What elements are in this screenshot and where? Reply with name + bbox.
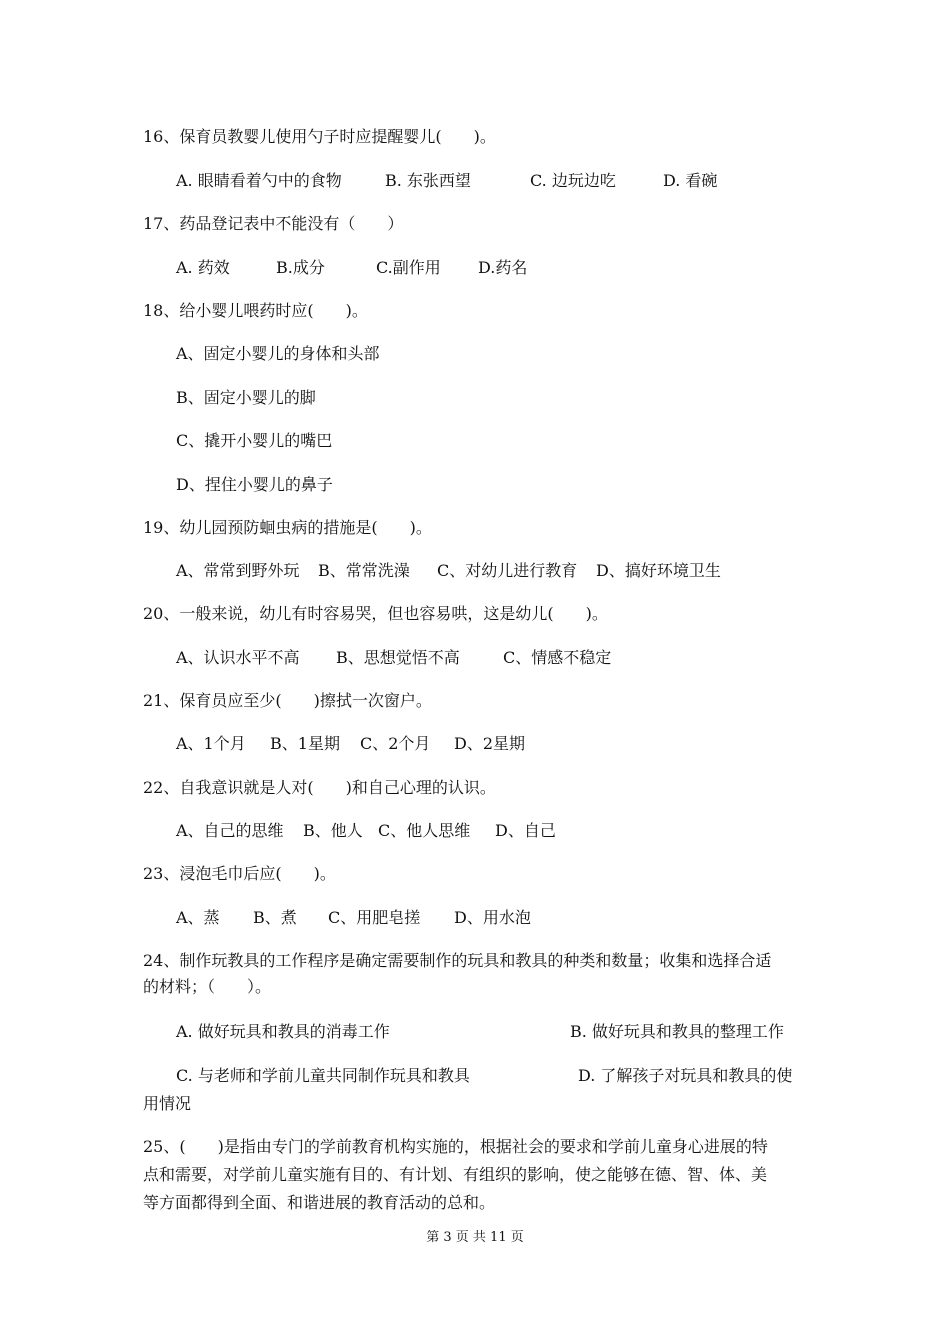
question-21-option-a: A、1个月: [176, 734, 246, 753]
question-24-stem-line1: 24、制作玩教具的工作程序是确定需要制作的玩具和教具的种类和数量；收集和选择合适: [143, 951, 772, 970]
question-19-stem: 19、幼儿园预防蛔虫病的措施是( )。: [143, 518, 432, 537]
question-18-option-a: A、固定小婴儿的身体和头部: [176, 344, 380, 363]
question-18-option-c: C、撬开小婴儿的嘴巴: [176, 431, 333, 450]
question-21-stem: 21、保育员应至少( )擦拭一次窗户。: [143, 691, 432, 710]
question-21-option-c: C、2个月: [360, 734, 431, 753]
question-20-option-c: C、情感不稳定: [503, 648, 612, 667]
question-24-option-b: B. 做好玩具和教具的整理工作: [570, 1022, 784, 1041]
question-21-option-d: D、2星期: [454, 734, 526, 753]
question-23-option-b: B、煮: [253, 908, 297, 927]
question-25-line2: 点和需要，对学前儿童实施有目的、有计划、有组织的影响，使之能够在德、智、体、美: [143, 1165, 768, 1184]
question-19-option-a: A、常常到野外玩: [176, 561, 300, 580]
question-16-option-d: D. 看碗: [663, 171, 718, 190]
question-19-option-c: C、对幼儿进行教育: [437, 561, 578, 580]
question-24-option-a: A. 做好玩具和教具的消毒工作: [176, 1022, 390, 1041]
question-25-line3: 等方面都得到全面、和谐进展的教育活动的总和。: [143, 1193, 496, 1212]
question-25-line1: 25、( )是指由专门的学前教育机构实施的，根据社会的要求和学前儿童身心进展的特: [143, 1137, 768, 1156]
question-23-option-a: A、蒸: [176, 908, 220, 927]
question-18-stem: 18、给小婴儿喂药时应( )。: [143, 301, 368, 320]
question-21-option-b: B、1星期: [270, 734, 340, 753]
question-17-option-a: A. 药效: [176, 258, 230, 277]
question-19-option-b: B、常常洗澡: [318, 561, 410, 580]
question-16-option-c: C. 边玩边吃: [530, 171, 616, 190]
question-18-option-b: B、固定小婴儿的脚: [176, 388, 316, 407]
question-17-option-c: C.副作用: [376, 258, 441, 277]
question-23-stem: 23、浸泡毛巾后应( )。: [143, 864, 336, 883]
question-23-option-d: D、用水泡: [454, 908, 531, 927]
question-20-stem: 20、一般来说，幼儿有时容易哭，但也容易哄，这是幼儿( )。: [143, 604, 608, 623]
question-17-option-d: D.药名: [478, 258, 528, 277]
question-22-option-d: D、自己: [495, 821, 556, 840]
question-19-option-d: D、搞好环境卫生: [596, 561, 721, 580]
question-24-option-d: D. 了解孩子对玩具和教具的使: [578, 1066, 793, 1085]
question-20-option-b: B、思想觉悟不高: [336, 648, 460, 667]
question-24-option-d-wrap: 用情况: [143, 1094, 192, 1113]
question-22-option-b: B、他人: [303, 821, 363, 840]
question-22-option-a: A、自己的思维: [176, 821, 284, 840]
question-22-stem: 22、自我意识就是人对( )和自己心理的认识。: [143, 778, 496, 797]
question-24-stem-line2: 的材料；（ ）。: [143, 977, 272, 996]
question-22-option-c: C、他人思维: [378, 821, 471, 840]
question-20-option-a: A、认识水平不高: [176, 648, 300, 667]
question-16-option-a: A. 眼睛看着勺中的食物: [176, 171, 342, 190]
question-17-option-b: B.成分: [276, 258, 325, 277]
question-24-option-c: C. 与老师和学前儿童共同制作玩具和教具: [176, 1066, 470, 1085]
question-16-option-b: B. 东张西望: [385, 171, 471, 190]
question-18-option-d: D、捏住小婴儿的鼻子: [176, 475, 333, 494]
page-footer: 第 3 页 共 11 页: [426, 1230, 524, 1245]
question-17-stem: 17、药品登记表中不能没有（ ）: [143, 214, 404, 233]
question-16-stem: 16、保育员教婴儿使用勺子时应提醒婴儿( )。: [143, 127, 496, 146]
question-23-option-c: C、用肥皂搓: [328, 908, 421, 927]
